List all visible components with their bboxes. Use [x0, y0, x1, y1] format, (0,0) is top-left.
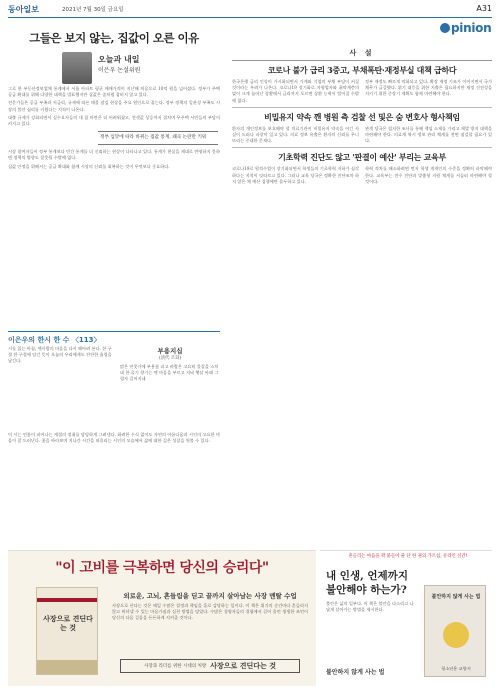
- ad-cta-tagline: 사장과 리더를 위한 시대의 처방: [144, 664, 207, 669]
- opinion-label: pinion: [451, 21, 492, 35]
- column-paragraph: 시장 참여자들이 정부 통계보다 민간 통계를 더 신뢰하는 현상이 나타나고 있다. 통계가 현실을 제대로 반영하지 못하면 정책의 방향도 잘못될 수밖에 없다.: [8, 149, 220, 161]
- editorial-text-col: 코로나19로 원격수업이 장기화되면서 학생들의 기초학력 저하가 심각하다는 지적이 잇따르고 있다. 그러나 교육 당국은 정확한 진단조차 하지 않은 채 예산 집행에만 몰두하고 있다.: [232, 166, 359, 184]
- poem-commentary: 이 시는 연꽃이 피어나는 계절의 정취를 담담하게 그려낸다. 화려한 수식 없이도 자연의 아름다움과 시인의 고요한 마음이 잘 드러난다. 꽃을 바라보며 지나간 시간을 떠올리는 시인의 모습에서 삶에 대한 깊은 성찰을 엿볼 수 있다.: [8, 432, 220, 444]
- column-paragraph: 그로 한 부동산정보업체 통계에서 서울 아파트 평균 매매가격이 지난해 처음으로 10억 원을 넘어섰다. 정부가 주택 공급 확대를 위해 다양한 대책을 발표했지만 집값은 좀처럼 잡히지 않고 있다.: [8, 86, 220, 98]
- byline: [8, 52, 220, 86]
- cover-disc-icon: [443, 622, 469, 648]
- author-photo: [62, 52, 92, 84]
- editorial-body: [232, 126, 492, 145]
- ad-headline: "이 고비를 극복하면 당신의 승리다": [55, 560, 269, 576]
- editorial-body: [232, 79, 492, 104]
- editorial-title: 비밀유지 약속 깬 병원 측 검찰 선 및은 숨 변호사 형사책임: [264, 111, 460, 122]
- newspaper-logo: 동아일보: [8, 5, 39, 14]
- column-body-2: [8, 149, 220, 170]
- poem-box: [120, 346, 220, 383]
- column-paragraph: 대출 규제가 강화되면서 실수요자들의 내 집 마련은 더 어려워졌고, 전셋값 상승까지 겹치며 무주택 서민들의 부담이 커지고 있다.: [8, 114, 220, 127]
- ad-subheadline: 외로운, 고뇌, 흔들림을 딛고 끝까지 살아남는 사장 멘탈 수업: [123, 592, 297, 600]
- opinion-section-mark: [440, 20, 492, 44]
- divider: [232, 107, 492, 108]
- ad-footer-title: 불안하지 않게 사는 법: [326, 669, 385, 676]
- column-article: [8, 20, 220, 172]
- poem-intro: 시를 읽는 아침, 옛사람의 마음을 다시 헤아려 본다. 한 구절 한 구절에 담긴 뜻이 오늘의 우리에게도 잔잔한 울림을 남긴다.: [8, 346, 112, 364]
- editorial-text-col: 정부 재정도 빠르게 악화되고 있다. 확장 재정 기조가 이어지면서 국가채무가 급증했다. 위기 대응을 위한 지출은 필요하지만 재정 건전성을 지키기 위한 중장기 계획도 함께 마련해야 한다.: [365, 79, 492, 97]
- book-stripe: [37, 598, 97, 602]
- ad-headline: 내 인생, 언제까지 불안해야 하는가?: [326, 570, 408, 596]
- poem-author: (淸代 조화): [158, 356, 182, 361]
- ad-blurb: 불안은 삶의 일부다. 이 책은 불안을 다스리고 나답게 살아가는 방법을 제시한다.: [326, 601, 414, 612]
- editorial-text-col: 한국은행 금리 인상이 가시화되면서 가계와 기업의 부채 부담이 커질 것이라는 우려가 나온다. 코로나19 장기화로 자영업자와 취약계층의 빚이 크게 늘어난 상황에서 금리까지 오르면 상환 능력이 떨어질 수밖에 없다.: [232, 79, 359, 103]
- book-cover: [36, 587, 98, 675]
- poem-title: 부용지십: [157, 347, 183, 355]
- poem-section: [8, 331, 220, 539]
- book-title: 불안하지 않게 사는 법: [431, 594, 481, 600]
- book-cover: [424, 585, 486, 677]
- editorial-text-col: 관계 당국은 철저한 조사를 통해 책임 소재를 가리고 재발 방지 대책을 마련해야 한다. 의료계 역시 정보 관리 체계를 전면 점검할 필요가 있다.: [365, 125, 492, 144]
- column-body: [8, 86, 220, 127]
- pull-quote: 정부 입맛에 따라 바뀌는 집값 통계, 왜곡 논란만 키워: [98, 131, 218, 145]
- editorial-label: 사 설: [232, 48, 492, 61]
- poem-columns: [8, 346, 220, 383]
- ad-title-box: [120, 659, 300, 673]
- poem-section-title: 이은우의 한시 한 수 〈113〉: [8, 336, 101, 344]
- editorial-title: 코로나 불가 급리 3중고, 부채폭탄·재정부실 대책 급하다: [267, 65, 457, 75]
- ad-blurb: 사장으로 산다는 것은 매일 수많은 결정과 책임을 홀로 감당하는 일이다. 이 책은 위기의 순간마다 흔들리지 않고 버텨낼 수 있는 마음가짐과 실천 방법을 담았다. 수많은 경영자들의 경험에서 길어 올린 생생한 조언이 당신의 다음 걸음을 든든하게 지켜줄 것이다.: [112, 603, 308, 621]
- column-paragraph: 집값 안정을 위해서는 공급 확대와 함께 시장의 신뢰를 회복하는 것이 무엇보다 중요하다.: [8, 163, 170, 169]
- book-ad-right: [320, 550, 492, 686]
- column-name: 오늘과 내일: [98, 55, 140, 64]
- page-number: A31: [476, 4, 492, 13]
- book-author: 청소년용 교양서: [441, 666, 471, 671]
- ad-cta-title: 사장으로 견딘다는 것: [210, 661, 276, 670]
- opinion-o-icon: [440, 23, 450, 33]
- page-header: [8, 4, 492, 18]
- editorial-text-col: 환자의 개인정보를 보호해야 할 의료기관이 비밀유지 약속을 어긴 사실이 드러나 파장이 일고 있다. 의료 정보 유출은 환자의 신뢰를 무너뜨리는 중대한 문제다.: [232, 125, 359, 144]
- editorial-title: 기초학력 진단도 않고 '판결이 예산' 부리는 교육부: [278, 152, 446, 163]
- editorial-body: [232, 166, 492, 185]
- poem-body: 맑은 연못가에 부용꽃 피고 바람은 고요히 물결을 스치네 한 줄기 향기는 옛 마음을 부르고 저녁 햇살 아래 그림자 길어지네: [120, 364, 219, 382]
- column-paragraph: 전문가들은 공급 부족과 저금리, 규제에 따른 매물 잠김 현상을 주요 원인으로 꼽는다. 정부 정책의 일관성 부족도 시장의 불안 심리를 키웠다는 지적이 나온다.: [8, 100, 220, 112]
- divider: [232, 147, 492, 148]
- book-title: 사장으로 견딘다는 것: [43, 614, 93, 632]
- date-line: 2021년 7월 30일 금요일: [62, 7, 124, 13]
- editorial-text-col: 학력 격차를 해소하려면 먼저 학생 개개인의 수준을 정확히 파악해야 한다. 교육부는 전수 진단과 맞춤형 지원 체계를 서둘러 마련해야 할 것이다.: [365, 166, 492, 184]
- author-name: 이은우 논설위원: [98, 67, 141, 74]
- ad-top-line: 흔들리는 마음을 꽉 붙들어 줄 단 한 권의 가르침, 유라인 신간!: [348, 554, 468, 559]
- editorial-section: [232, 48, 492, 185]
- book-band: [37, 660, 97, 674]
- book-ad-left: [8, 550, 316, 686]
- column-title: 그들은 보지 않는, 집값이 오른 이유: [29, 31, 199, 45]
